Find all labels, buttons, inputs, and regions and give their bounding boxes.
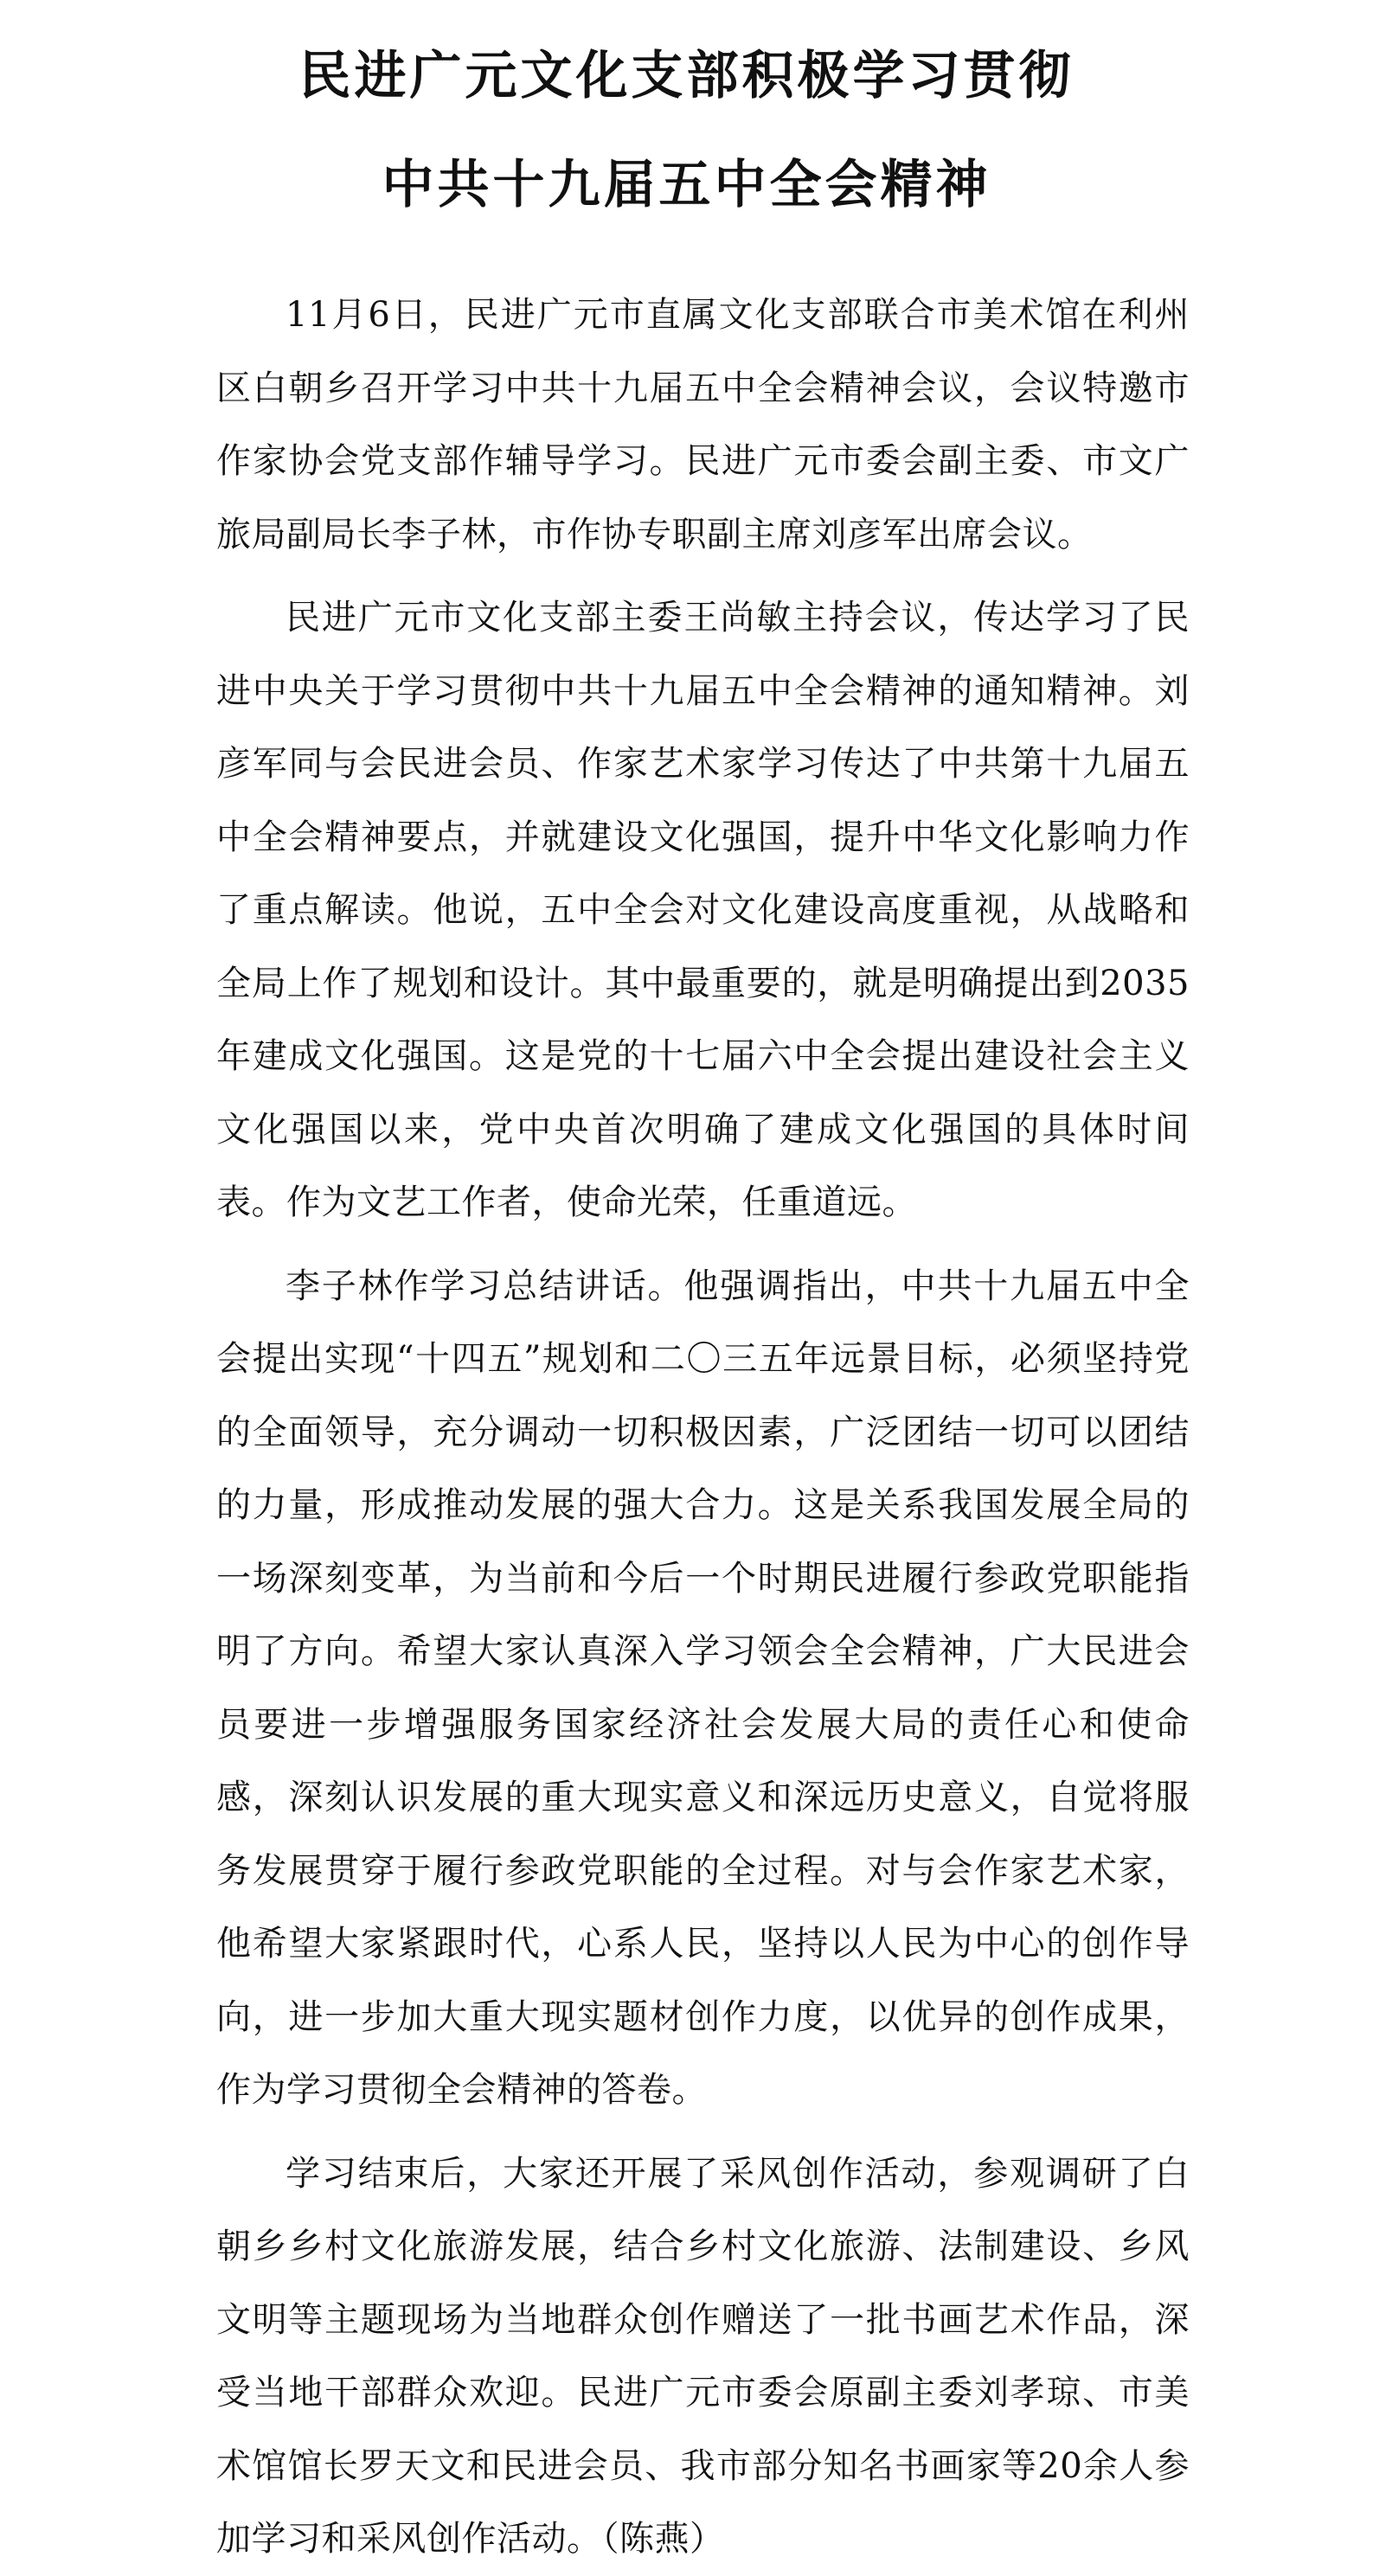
article-paragraph-4: 学习结束后，大家还开展了采风创作活动，参观调研了白朝乡乡村文化旅游发展，结合乡村文化旅游、法制建设、乡风文明等主题现场为当地群众创作赠送了一批书画艺术作品，深受当地干部群众欢迎。民进广元市委会原副主委刘孝琼、市美术馆馆长罗天文和民进会员、我市部分知名书画家等20余人参加学习和采风创作活动。（陈燕） [216, 2153, 1190, 2559]
article-title-line-1: 民进广元文化支部积极学习贯彻 [298, 46, 1075, 107]
article-paragraph-2: 民进广元市文化支部主委王尚敏主持会议，传达学习了民进中央关于学习贯彻中共十九届五中全会精神的通知精神。刘彦军同与会民进会员、作家艺术家学习传达了中共第十九届五中全会精神要点，并就建设文化强国，提升中华文化影响力作了重点解读。他说，五中全会对文化建设高度重视，从战略和全局上作了规划和设计。其中最重要的，就是明确提出到2035年建成文化强国。这是党的十七届六中全会提出建设社会主义文化强国以来，党中央首次明确了建成文化强国的具体时间表。作为文艺工作者，使命光荣，任重道远。 [216, 598, 1190, 1222]
article-paragraph-1: 11月6日，民进广元市直属文化支部联合市美术馆在利州区白朝乡召开学习中共十九届五中全会精神会议，会议特邀市作家协会党支部作辅导学习。民进广元市委会副主委、市文广旅局副局长李子林，市作协专职副主席刘彦军出席会议。 [216, 295, 1190, 554]
article-body [216, 279, 1190, 2576]
article-title-line-2: 中共十九届五中全会精神 [382, 155, 991, 216]
article-paragraph-3: 李子林作学习总结讲话。他强调指出，中共十九届五中全会提出实现“十四五”规划和二〇三五年远景目标，必须坚持党的全面领导，充分调动一切积极因素，广泛团结一切可以团结的力量，形成推动发展的强大合力。这是关系我国发展全局的一场深刻变革，为当前和今后一个时期民进履行参政党职能指明了方向。希望大家认真深入学习领会全会精神，广大民进会员要进一步增强服务国家经济社会发展大局的责任心和使命感，深刻认识发展的重大现实意义和深远历史意义，自觉将服务发展贯穿于履行参政党职能的全过程。对与会作家艺术家，他希望大家紧跟时代，心系人民，坚持以人民为中心的创作导向，进一步加大重大现实题材创作力度，以优异的创作成果，作为学习贯彻全会精神的答卷。 [216, 1266, 1190, 2110]
